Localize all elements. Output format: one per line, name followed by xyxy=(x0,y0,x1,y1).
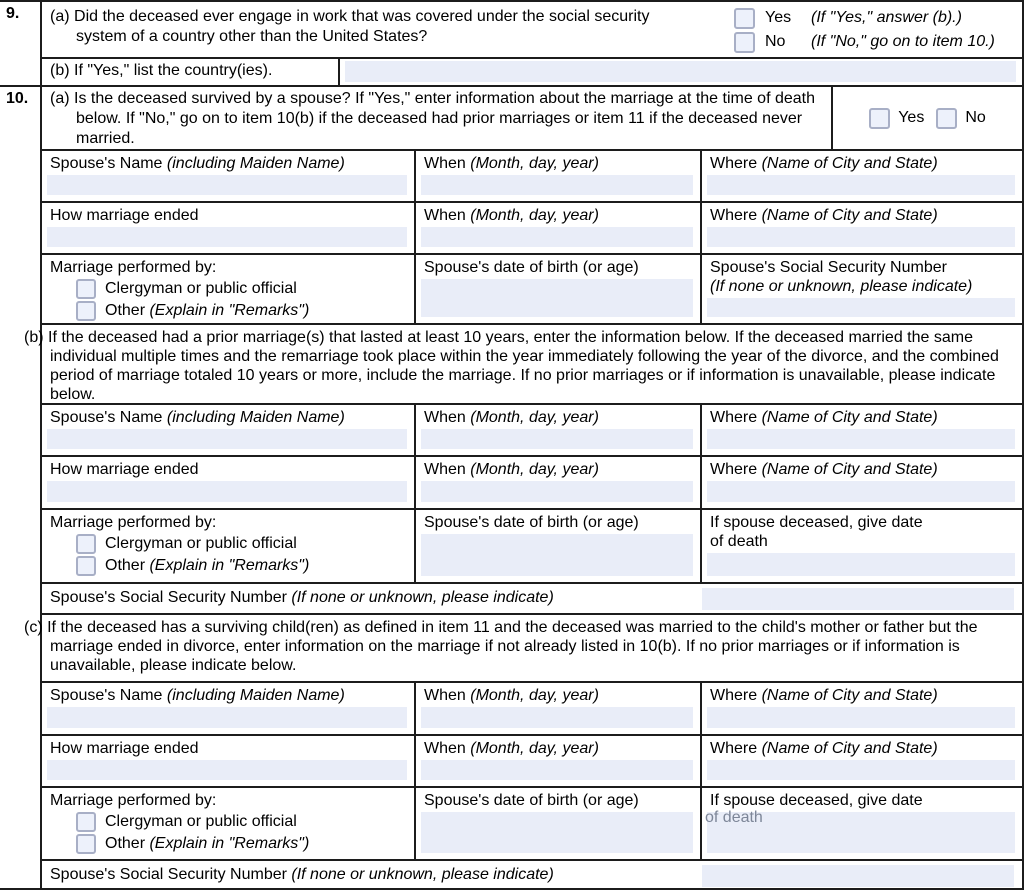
clergyman-checkbox-b[interactable] xyxy=(76,534,96,554)
how-marriage-ended-input-c[interactable] xyxy=(47,760,407,780)
spouse-ssn-input-a[interactable] xyxy=(707,298,1015,317)
item-10a-no-checkbox[interactable] xyxy=(936,108,957,129)
how-marriage-ended-input-b[interactable] xyxy=(47,481,407,502)
item-10b-prefix: (b) xyxy=(24,329,44,346)
clergyman-checkbox-a[interactable] xyxy=(76,279,96,299)
item-9a-yes-hint: (If "Yes," answer (b).) xyxy=(811,9,962,26)
spouse-ssn-input-b[interactable] xyxy=(702,588,1014,610)
item-10c-prefix: (c) xyxy=(24,619,43,636)
spouse-dob-label-c: Spouse's date of birth (or age) xyxy=(424,792,639,809)
marriage-b-row-1 xyxy=(42,403,1022,455)
spouse-ssn-label-b: Spouse's Social Security Number (If none or unknown, please indicate) xyxy=(50,589,554,606)
other-checkbox-c[interactable] xyxy=(76,834,96,854)
spouse-death-date-ghost-text: of death xyxy=(705,809,763,826)
marriage-b-row-2 xyxy=(42,455,1022,508)
ended-when-label-c: When (Month, day, year) xyxy=(424,740,599,757)
marriage-c-row-2 xyxy=(42,734,1022,786)
performed-by-label-b: Marriage performed by: xyxy=(50,514,217,531)
marriage-when-input-b[interactable] xyxy=(421,429,693,449)
ended-where-input-b[interactable] xyxy=(707,481,1015,502)
marriage-when-label-c: When (Month, day, year) xyxy=(424,687,599,704)
marriage-where-input-c[interactable] xyxy=(707,707,1015,728)
item-9a-text: Did the deceased ever engage in work that was covered under the social security system of a country other than the United States? xyxy=(74,8,650,45)
marriage-where-label-a: Where (Name of City and State) xyxy=(710,155,938,172)
item-10b-instructions xyxy=(24,323,1022,403)
item-9a-question xyxy=(50,7,700,47)
spouse-dob-input-c[interactable] xyxy=(421,812,693,853)
marriage-when-label-a: When (Month, day, year) xyxy=(424,155,599,172)
spouse-name-label-c: Spouse's Name (including Maiden Name) xyxy=(50,687,345,704)
ended-where-label-c: Where (Name of City and State) xyxy=(710,740,938,757)
marriage-c-ssn-row xyxy=(42,859,1022,889)
performed-by-label-c: Marriage performed by: xyxy=(50,792,217,809)
clergyman-label-a: Clergyman or public official xyxy=(105,280,297,297)
marriage-b-ssn-row xyxy=(42,582,1022,613)
item-9-number: 9. xyxy=(0,2,42,85)
item-9a-yes-label: Yes xyxy=(765,9,792,26)
ended-where-label-b: Where (Name of City and State) xyxy=(710,461,938,478)
marriage-a-row-1 xyxy=(42,149,1022,201)
marriage-where-label-c: Where (Name of City and State) xyxy=(710,687,938,704)
item-9a-no-hint: (If "No," go on to item 10.) xyxy=(811,33,995,50)
how-marriage-ended-label-b: How marriage ended xyxy=(50,461,199,478)
item-10-block xyxy=(0,85,1024,889)
ended-where-input-a[interactable] xyxy=(707,227,1015,247)
item-9a-prefix: (a) xyxy=(50,8,70,25)
spouse-death-date-label-c: If spouse deceased, give date xyxy=(710,792,923,809)
other-label-b: Other (Explain in "Remarks") xyxy=(105,557,310,574)
spouse-ssn-label-c: Spouse's Social Security Number (If none or unknown, please indicate) xyxy=(50,866,554,883)
marriage-where-label-b: Where (Name of City and State) xyxy=(710,409,938,426)
item-10c-instructions xyxy=(24,613,1022,681)
item-10a-no-label: No xyxy=(965,109,986,126)
how-marriage-ended-label-c: How marriage ended xyxy=(50,740,199,757)
item-10a-answer-cell xyxy=(833,87,1022,149)
item-10a-prefix: (a) xyxy=(50,90,70,107)
how-marriage-ended-label-a: How marriage ended xyxy=(50,207,199,224)
item-9a-yes-checkbox[interactable] xyxy=(734,8,755,29)
ended-where-label-a: Where (Name of City and State) xyxy=(710,207,938,224)
other-label-c: Other (Explain in "Remarks") xyxy=(105,835,310,852)
how-marriage-ended-input-a[interactable] xyxy=(47,227,407,247)
item-10a-question xyxy=(50,89,825,149)
spouse-death-date-input-b[interactable] xyxy=(707,553,1015,576)
marriage-b-row-3 xyxy=(42,508,1022,582)
item-9b-countries-input[interactable] xyxy=(345,61,1016,82)
item-9a-no-label: No xyxy=(765,33,786,50)
item-9b-label: (b) If "Yes," list the country(ies). xyxy=(42,59,340,85)
spouse-death-date-label-b: If spouse deceased, give date of death xyxy=(710,514,923,550)
other-label-a: Other (Explain in "Remarks") xyxy=(105,302,310,319)
marriage-c-row-1 xyxy=(42,681,1022,734)
item-9a-answer-cell xyxy=(706,2,1022,57)
ended-when-label-b: When (Month, day, year) xyxy=(424,461,599,478)
ended-when-input-a[interactable] xyxy=(421,227,693,247)
spouse-dob-label-b: Spouse's date of birth (or age) xyxy=(424,514,639,531)
item-9-block xyxy=(0,2,1024,85)
spouse-name-input-c[interactable] xyxy=(47,707,407,728)
marriage-when-input-a[interactable] xyxy=(421,175,693,195)
spouse-dob-input-b[interactable] xyxy=(421,534,693,576)
item-10b-text: If the deceased had a prior marriage(s) that lasted at least 10 years, enter the information below. If the deceased married the same individual multiple times and the remarriage took place within the year immediately following the year of the divorce, and the combined period of marriage totaled 10 years or more, include the marriage. If no prior marriages or if information is unavailable, please indicate below. xyxy=(48,329,999,403)
spouse-ssn-input-c[interactable] xyxy=(702,865,1014,887)
spouse-death-date-input-c[interactable] xyxy=(705,809,1015,853)
spouse-name-input-b[interactable] xyxy=(47,429,407,449)
marriage-when-input-c[interactable] xyxy=(421,707,693,728)
spouse-name-input-a[interactable] xyxy=(47,175,407,195)
ended-when-label-a: When (Month, day, year) xyxy=(424,207,599,224)
item-10-number: 10. xyxy=(0,87,42,889)
marriage-a-row-2 xyxy=(42,201,1022,253)
spouse-ssn-label-a: Spouse's Social Security Number (If none or unknown, please indicate) xyxy=(710,259,973,295)
item-10a-yes-checkbox[interactable] xyxy=(869,108,890,129)
spouse-dob-input-a[interactable] xyxy=(421,279,693,317)
spouse-name-label-a: Spouse's Name (including Maiden Name) xyxy=(50,155,345,172)
item-9a-question-cell xyxy=(42,2,706,57)
clergyman-label-c: Clergyman or public official xyxy=(105,813,297,830)
spouse-name-label-b: Spouse's Name (including Maiden Name) xyxy=(50,409,345,426)
marriage-a-row-3 xyxy=(42,253,1022,323)
marriage-c-row-3 xyxy=(42,786,1022,859)
item-10a-yes-label: Yes xyxy=(898,109,925,126)
ended-where-input-c[interactable] xyxy=(707,760,1015,780)
item-9a-no-checkbox[interactable] xyxy=(734,32,755,53)
ended-when-input-c[interactable] xyxy=(421,760,693,780)
marriage-when-label-b: When (Month, day, year) xyxy=(424,409,599,426)
clergyman-label-b: Clergyman or public official xyxy=(105,535,297,552)
spouse-dob-label-a: Spouse's date of birth (or age) xyxy=(424,259,639,276)
ended-when-input-b[interactable] xyxy=(421,481,693,502)
item-10a-text: Is the deceased survived by a spouse? If "Yes," enter information about the marriage at the time of death below. If "No," go on to item 10(b) if the deceased had prior marriages or item 11 if the deceased never married. xyxy=(74,90,815,147)
item-10a-question-cell xyxy=(42,87,833,149)
other-checkbox-a[interactable] xyxy=(76,301,96,321)
clergyman-checkbox-c[interactable] xyxy=(76,812,96,832)
marriage-where-input-a[interactable] xyxy=(707,175,1015,195)
performed-by-label-a: Marriage performed by: xyxy=(50,259,217,276)
item-10c-text: If the deceased has a surviving child(ren) as defined in item 11 and the deceased was married to the child's mother or father but the marriage ended in divorce, enter information on the marriage if not already listed in 10(b). If no prior marriages or if information is unavailable, please indicate below. xyxy=(47,619,978,674)
other-checkbox-b[interactable] xyxy=(76,556,96,576)
marriage-where-input-b[interactable] xyxy=(707,429,1015,449)
